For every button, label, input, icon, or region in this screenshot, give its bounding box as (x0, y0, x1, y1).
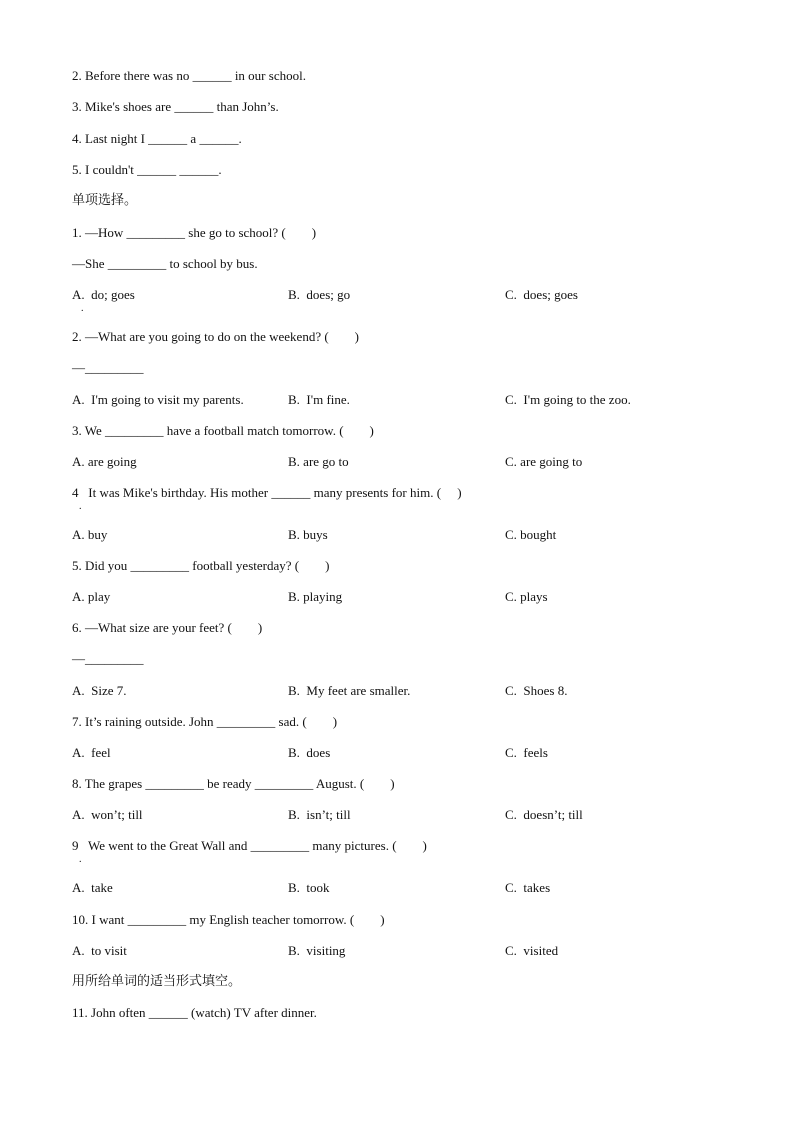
question-stem: 5. Did you _________ football yesterday? ( ) (72, 558, 330, 573)
option-b: B. does; go (288, 287, 351, 302)
option-c: C. feels (505, 745, 548, 760)
question-stem: 1. —How _________ she go to school? ( ) (72, 225, 317, 240)
option-c: C. takes (505, 880, 551, 895)
question-stem: 9 We went to the Great Wall and _________ many pictures. ( ) (72, 838, 427, 853)
question-stem: 7. It’s raining outside. John _________ sad. ( ) (72, 714, 338, 729)
question-line: 2. Before there was no ______ in our school. (72, 68, 306, 83)
option-c: C. doesn’t; till (505, 807, 583, 822)
question-stem: 10. I want _________ my English teacher tomorrow. ( ) (72, 912, 385, 927)
question-stem: —_________ (72, 360, 144, 375)
option-b: B. My feet are smaller. (288, 683, 411, 698)
option-a: A. play (72, 589, 111, 604)
question-stem: —_________ (72, 651, 144, 666)
question-stem: 2. —What are you going to do on the weekend? ( ) (72, 329, 360, 344)
option-b: B. does (288, 745, 331, 760)
option-c: C. I'm going to the zoo. (505, 392, 631, 407)
question-line: 3. Mike's shoes are ______ than John’s. (72, 99, 279, 114)
option-b: B. visiting (288, 943, 346, 958)
option-c: C. visited (505, 943, 559, 958)
option-b: B. took (288, 880, 330, 895)
option-a: A. buy (72, 527, 108, 542)
question-stem: 3. We _________ have a football match tomorrow. ( ) (72, 423, 374, 438)
option-b: B. I'm fine. (288, 392, 350, 407)
question-line: 4. Last night I ______ a ______. (72, 131, 242, 146)
option-a: A. to visit (72, 943, 127, 958)
option-a: A. I'm going to visit my parents. (72, 392, 244, 407)
option-c: C. Shoes 8. (505, 683, 568, 698)
option-a: A. are going (72, 454, 137, 469)
option-a: A. take (72, 880, 113, 895)
question-line: 11. John often ______ (watch) TV after dinner. (72, 1005, 317, 1020)
option-c: C. plays (505, 589, 548, 604)
section-title: 用所给单词的适当形式填空。 (72, 974, 242, 989)
dot-mark: . (79, 854, 82, 865)
question-line: 5. I couldn't ______ ______. (72, 162, 222, 177)
option-a: A. Size 7. (72, 683, 127, 698)
question-stem: —She _________ to school by bus. (72, 256, 258, 271)
option-c: C. does; goes (505, 287, 578, 302)
question-stem: 8. The grapes _________ be ready _________ August. ( ) (72, 776, 395, 791)
option-a: A. won’t; till (72, 807, 143, 822)
option-a: A. feel (72, 745, 111, 760)
question-stem: 4 It was Mike's birthday. His mother ______ many presents for him. ( ) (72, 485, 462, 500)
option-b: B. isn’t; till (288, 807, 351, 822)
question-stem: 6. —What size are your feet? ( ) (72, 620, 263, 635)
option-c: C. are going to (505, 454, 583, 469)
dot-mark: . (79, 501, 82, 512)
section-title: 单项选择。 (72, 193, 138, 208)
option-c: C. bought (505, 527, 557, 542)
option-a: A. do; goes (72, 287, 135, 302)
dot-mark: . (81, 303, 84, 314)
option-b: B. are go to (288, 454, 349, 469)
option-b: B. playing (288, 589, 343, 604)
option-b: B. buys (288, 527, 328, 542)
